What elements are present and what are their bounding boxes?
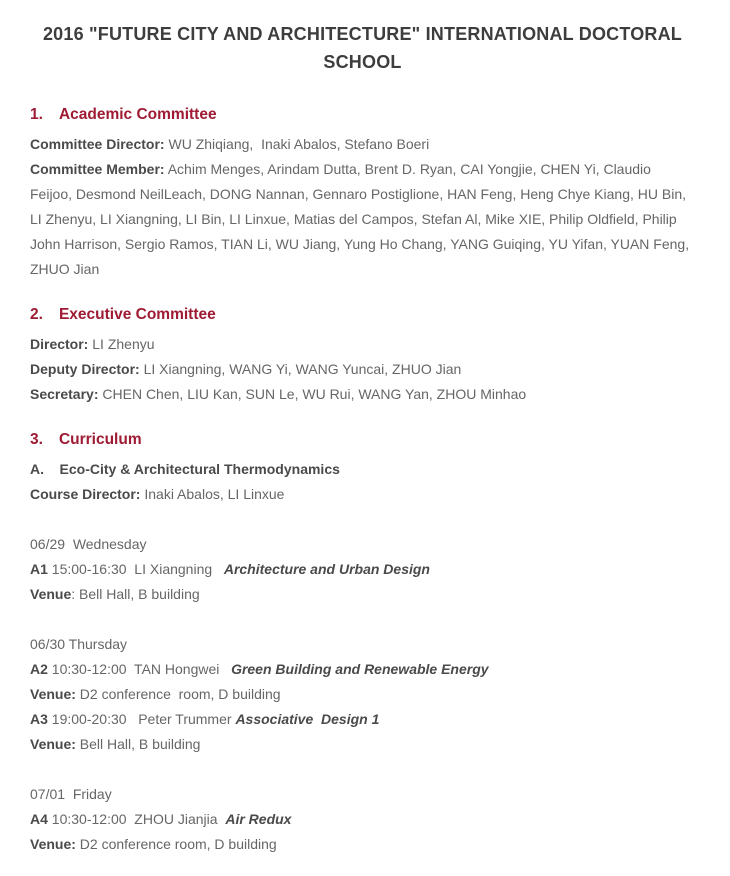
text-segment: 10:30-12:00 ZHOU Jianjia xyxy=(47,811,226,827)
text-segment: 06/30 Thursday xyxy=(30,636,128,652)
text-segment: : Bell Hall, B building xyxy=(71,586,200,602)
session-a4-line xyxy=(30,807,695,832)
day2-date-line xyxy=(30,632,695,657)
text-segment: Air Redux xyxy=(225,811,292,827)
section-heading-academic-committee xyxy=(30,104,695,126)
text-segment: Associative Design 1 xyxy=(235,711,380,727)
text-segment: 06/29 Wednesday xyxy=(30,536,147,552)
session-a1-line xyxy=(30,557,695,582)
page-title xyxy=(30,20,695,76)
text-segment: Architecture and Urban Design xyxy=(223,561,430,577)
section-number: 2. xyxy=(30,306,43,323)
text-segment: CHEN Chen, LIU Kan, SUN Le, WU Rui, WANG Yan, ZHOU Minhao xyxy=(98,386,527,402)
session-a2-venue-line xyxy=(30,682,695,707)
blank-line xyxy=(30,607,695,632)
text-segment: A4 xyxy=(30,811,48,827)
session-a3-venue-line xyxy=(30,732,695,757)
committee-member-line xyxy=(30,157,695,282)
text-segment: Venue: xyxy=(30,736,76,752)
text-segment: Committee Member: xyxy=(30,161,165,177)
text-segment: Committee Director: xyxy=(30,136,165,152)
text-segment: A. xyxy=(30,461,44,477)
text-segment: Green Building and Renewable Energy xyxy=(231,661,489,677)
text-segment: D2 conference room, D building xyxy=(75,836,277,852)
text-segment: Venue: xyxy=(30,836,76,852)
section-title: Academic Committee xyxy=(58,106,217,123)
director-line xyxy=(30,332,695,357)
text-segment: LI Zhenyu xyxy=(88,336,155,352)
text-segment: A2 xyxy=(30,661,48,677)
page-title-line2: SCHOOL xyxy=(323,52,402,72)
text-segment: A3 xyxy=(30,711,48,727)
deputy-director-line xyxy=(30,357,695,382)
text-segment: Eco-City & Architectural Thermodynamics xyxy=(44,461,340,477)
text-segment: WU Zhiqiang, Inaki Abalos, Stefano Boeri xyxy=(164,136,430,152)
text-segment: Director: xyxy=(30,336,89,352)
page-title-line1: 2016 "FUTURE CITY AND ARCHITECTURE" INTERNATIONAL DOCTORAL xyxy=(42,24,683,44)
text-segment: Course Director: xyxy=(30,486,141,502)
text-segment: Deputy Director: xyxy=(30,361,140,377)
text-segment: D2 conference room, D building xyxy=(75,686,281,702)
section-heading-executive-committee xyxy=(30,304,695,326)
text-segment: Achim Menges, Arindam Dutta, Brent D. Ryan, CAI Yongjie, CHEN Yi, Claudio Feijoo, Desmond NeilLeach, DONG Nannan, Gennaro Postiglione, HAN Feng, Heng Chye Kiang, HU Bin, LI Zhenyu, LI Xiangning, LI Bin, LI Linxue, Matias del Campos, Stefan Al, Mike XIE, Philip Oldfield, Philip John Harrison, Sergio Ramos, TIAN Li, WU Jiang, Yung Ho Chang, YANG Guiqing, YU Yifan, YUAN Feng, ZHUO Jian xyxy=(30,161,693,277)
section-number: 3. xyxy=(30,431,43,448)
text-segment: 15:00-16:30 LI Xiangning xyxy=(47,561,224,577)
text-segment: Inaki Abalos, LI Linxue xyxy=(140,486,285,502)
document-page xyxy=(30,20,695,857)
section-title: Curriculum xyxy=(58,431,142,448)
text-segment: 19:00-20:30 Peter Trummer xyxy=(47,711,236,727)
text-segment: A1 xyxy=(30,561,48,577)
section-heading-curriculum xyxy=(30,429,695,451)
text-segment: Venue xyxy=(30,586,72,602)
session-a4-venue-line xyxy=(30,832,695,857)
blank-line xyxy=(30,507,695,532)
text-segment: Bell Hall, B building xyxy=(75,736,201,752)
text-segment: Secretary: xyxy=(30,386,99,402)
text-segment: LI Xiangning, WANG Yi, WANG Yuncai, ZHUO Jian xyxy=(139,361,462,377)
section-title: Executive Committee xyxy=(58,306,216,323)
text-segment: 07/01 Friday xyxy=(30,786,112,802)
text-segment: 10:30-12:00 TAN Hongwei xyxy=(47,661,232,677)
day1-date-line xyxy=(30,532,695,557)
text-segment: Venue: xyxy=(30,686,76,702)
course-director-line xyxy=(30,482,695,507)
committee-director-line xyxy=(30,132,695,157)
session-a2-line xyxy=(30,657,695,682)
blank-line xyxy=(30,757,695,782)
course-a-heading-line xyxy=(30,457,695,482)
section-number: 1. xyxy=(30,106,43,123)
day3-date-line xyxy=(30,782,695,807)
secretary-line xyxy=(30,382,695,407)
session-a1-venue-line xyxy=(30,582,695,607)
session-a3-line xyxy=(30,707,695,732)
